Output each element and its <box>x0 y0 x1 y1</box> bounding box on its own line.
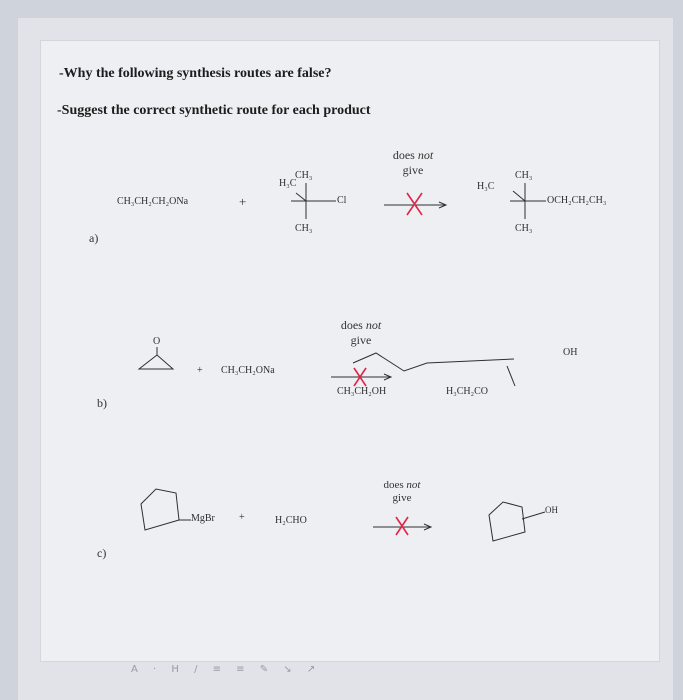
a-substrate-left-methyl: H₃C <box>279 178 297 189</box>
a-product-left-methyl: H₃C <box>477 181 495 192</box>
b-give-text: give <box>350 333 372 347</box>
part-a-label: a) <box>89 231 99 245</box>
b-product-ethoxy-group: H₃CH₂CO <box>446 386 488 397</box>
editor-toolbar-strip: A · H / ≡ ≡ ✎ ↘ ↗ <box>131 664 322 675</box>
question-why-false: -Why the following synthesis routes are false? <box>59 66 332 81</box>
a-does-not-give <box>373 148 453 178</box>
a-plus-sign: + <box>239 194 247 209</box>
c-does-text: does <box>383 479 404 491</box>
c-reagent-aldehyde: H₂CHO <box>275 515 307 526</box>
a-substrate-methyl-bond <box>296 193 306 201</box>
c-product-ring <box>489 502 525 541</box>
a-does-text: does <box>392 148 415 162</box>
c-cyclopentane-ring <box>141 489 179 530</box>
c-product-oh-bond <box>522 512 545 519</box>
b-does-text: does <box>340 318 363 332</box>
worksheet <box>40 40 660 675</box>
a-product-top-methyl: CH₃ <box>515 170 533 181</box>
a-product-methyl-bond <box>513 191 525 201</box>
b-not-text: not <box>365 318 382 332</box>
a-not-text: not <box>417 148 434 162</box>
b-does-not-give <box>321 318 401 348</box>
b-epoxide-oxygen: O <box>153 336 161 347</box>
c-plus-sign: + <box>239 512 245 523</box>
b-plus-sign: + <box>197 365 203 376</box>
part-b-label: b) <box>97 396 107 410</box>
a-product-bottom-methyl: CH₃ <box>515 223 533 234</box>
c-give-text: give <box>392 492 412 504</box>
b-product-hydroxyl: OH <box>563 347 578 358</box>
a-substrate-chloride: Cl <box>337 195 347 206</box>
a-reagent-propoxide: CH₃CH₂CH₂ONa <box>117 196 189 207</box>
part-c-label: c) <box>97 546 107 560</box>
c-grignard-mgbr: MgBr <box>191 513 215 524</box>
a-product-propoxy-group: OCH₂CH₂CH₃ <box>547 195 607 206</box>
a-give-text: give <box>402 163 424 177</box>
b-reagent-ethoxide: CH₃CH₂ONa <box>221 365 275 376</box>
b-epoxide-ring <box>139 355 173 369</box>
a-substrate-top-methyl: CH₃ <box>295 170 313 181</box>
c-product-hydroxyl: OH <box>545 505 558 515</box>
a-substrate-bottom-methyl: CH₃ <box>295 223 313 234</box>
b-product-ether-bond <box>507 366 515 386</box>
c-does-not-give <box>362 479 442 505</box>
b-solvent-ethanol: CH₃CH₂OH <box>337 386 387 397</box>
question-suggest-route: -Suggest the correct synthetic route for each product <box>57 103 371 118</box>
c-not-text: not <box>406 479 421 491</box>
b-product-chain <box>353 353 514 371</box>
